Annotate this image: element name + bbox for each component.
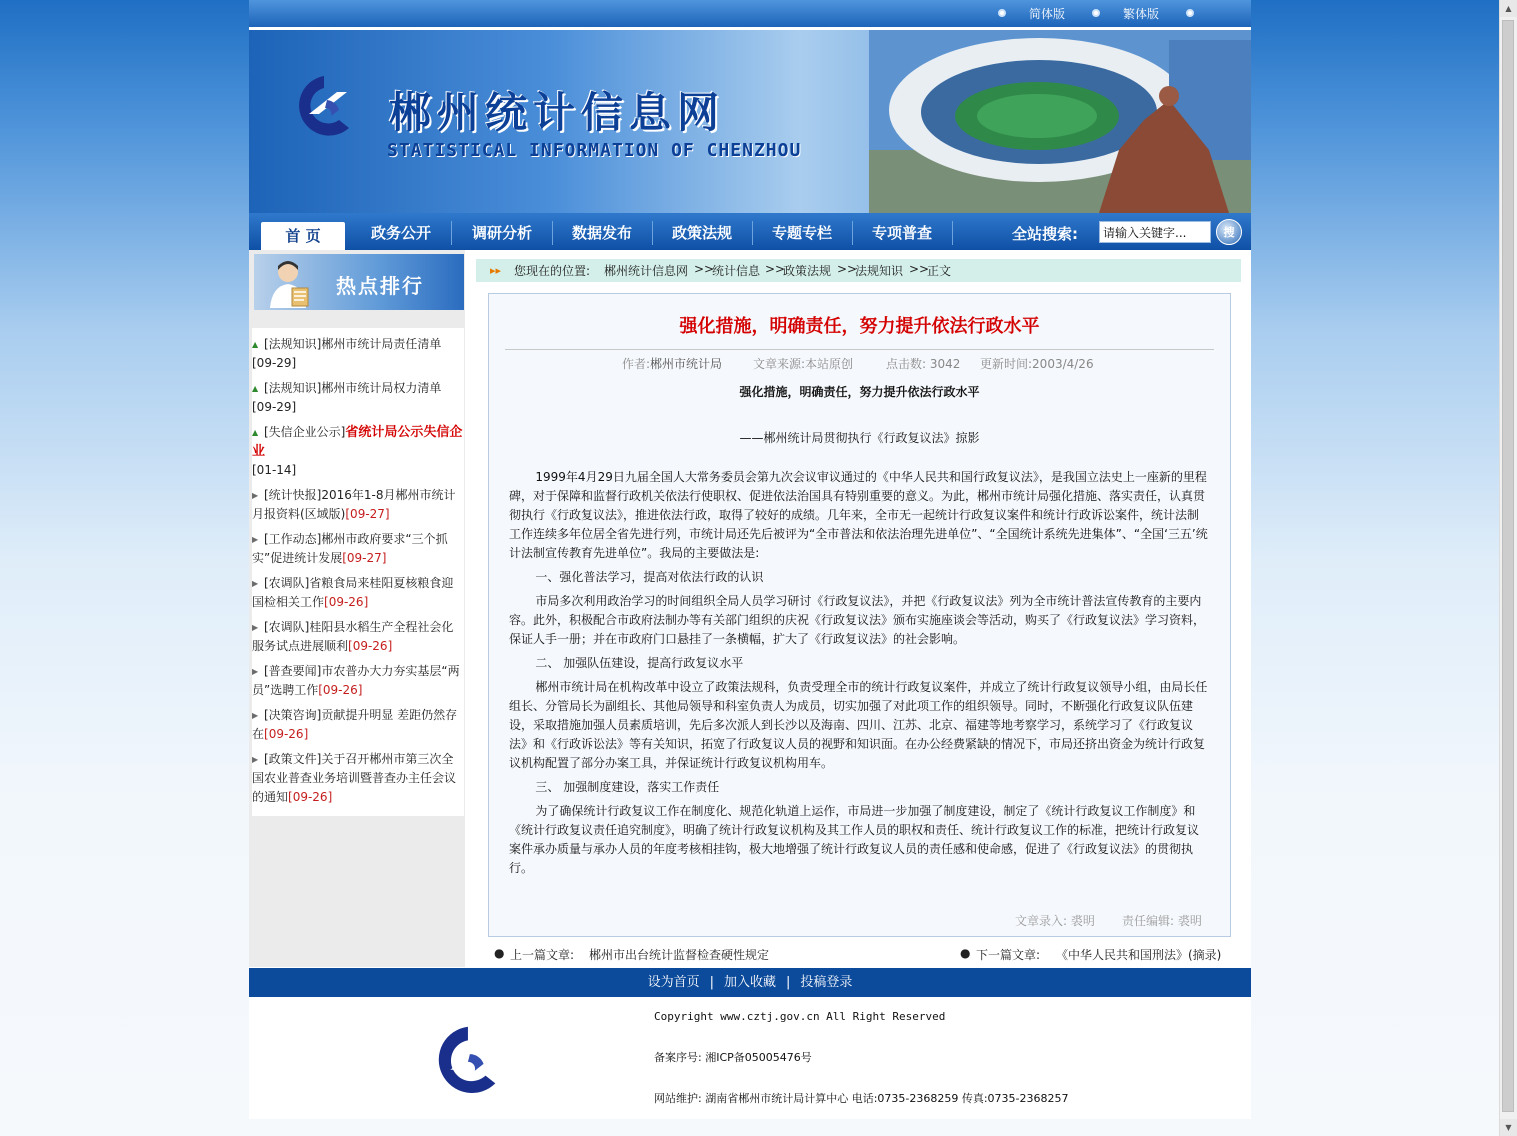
hot-item-title[interactable]: [政策文件]关于召开郴州市第三次全国农业普查业务培训暨普查办主任会议的通知 — [252, 752, 457, 804]
site-subtitle: STATISTICAL INFORMATION OF CHENZHOU — [387, 140, 802, 161]
breadcrumb-separator: >> — [837, 262, 858, 276]
hot-item-date: [09-26] — [318, 683, 363, 697]
hot-item-date: [09-27] — [345, 507, 390, 521]
hot-item-date: [09-29] — [252, 356, 297, 370]
breadcrumb — [476, 259, 1241, 282]
bullet-icon — [1092, 9, 1100, 17]
tab-policies-regulations[interactable]: 政策法规 — [671, 224, 732, 242]
hot-list-item[interactable] — [252, 420, 464, 483]
article-body — [509, 468, 1209, 883]
article-paragraph: 三、 加强制度建设，落实工作责任 — [535, 780, 720, 794]
main-navigation — [249, 213, 1251, 250]
article-entered-by: 文章录入: 裘明 — [1015, 914, 1095, 928]
hot-ranking-list — [252, 328, 464, 816]
hot-item-title[interactable]: [农调队]省粮食局来桂阳夏核粮食迎国检相关工作 — [252, 576, 454, 609]
triangle-right-icon: ▶ — [252, 623, 259, 632]
bullet-icon — [1186, 9, 1194, 17]
triangle-right-icon: ▶ — [252, 491, 259, 500]
hot-list-item[interactable] — [252, 332, 464, 376]
tab-special-census[interactable]: 专项普查 — [871, 224, 932, 242]
hot-item-highlight[interactable]: 省统计局公示失信企业 — [252, 425, 463, 459]
footer-copyright: Copyright www.cztj.gov.cn All Right Reserved — [654, 1010, 946, 1023]
tab-data-release[interactable]: 数据发布 — [571, 224, 632, 242]
tab-research-analysis[interactable]: 调研分析 — [471, 224, 532, 242]
scroll-up-arrow-icon[interactable]: ▲ — [1500, 0, 1517, 17]
prev-article-link[interactable]: 郴州市出台统计监督检查硬性规定 — [589, 948, 770, 962]
hot-list-item[interactable] — [252, 527, 464, 571]
bullet-icon — [998, 9, 1006, 17]
breadcrumb-current: 正文 — [927, 264, 952, 278]
article-paragraph: 1999年4月29日九届全国人大常务委员会第九次会议审议通过的《中华人民共和国行政复议法》，是我国立法史上一座新的里程碑，对于保障和监督行政机关依法行使职权、促进依法治国具有特别重要的意义。为此，郴州市统计局强化措施、落实责任，认真贯彻执行《行政复议法》，推进依法行政，取得了较好的成绩。几年来，全市无一起统计行政复议案件和统计行政诉讼案件，统计法制工作连续多年位居全省先进行列，市统计局还先后被评为“全市普法和依法治理先进单位”、“全国统计系统先进集体”、“全国‘三五’统计法制宣传教育先进单位”。我局的主要做法是: — [509, 470, 1208, 560]
nav-divider — [952, 221, 953, 245]
hot-item-title[interactable]: [失信企业公示] — [264, 425, 346, 439]
breadcrumb-separator: >> — [909, 262, 930, 276]
submission-login-link[interactable]: 投稿登录 — [800, 975, 853, 990]
footer-separator: | — [709, 975, 714, 990]
triangle-right-icon: ▶ — [252, 755, 259, 764]
article-author: 作者:郴州市统计局 — [622, 357, 723, 371]
simplified-chinese-link[interactable]: 简体版 — [1029, 7, 1066, 21]
breadcrumb-link-home[interactable]: 郴州统计信息网 — [604, 264, 689, 278]
tab-special-topics[interactable]: 专题专栏 — [771, 224, 832, 242]
hot-item-title[interactable]: [工作动态]郴州市政府要求“三个抓实”促进统计发展 — [252, 532, 448, 565]
footer-icp: 备案序号: 湘ICP备05005476号 — [654, 1051, 812, 1064]
hot-item-date: [09-26] — [348, 639, 393, 653]
hot-item-title[interactable]: [法规知识]郴州市统计局权力清单 — [264, 381, 442, 395]
article-panel — [488, 293, 1231, 937]
person-icon — [266, 258, 314, 308]
triangle-right-icon: ▶ — [252, 535, 259, 544]
hot-item-title[interactable]: [统计快报]2016年1-8月郴州市统计月报资料(区域版) — [252, 488, 456, 521]
triangle-up-icon: ▲ — [252, 384, 259, 393]
scrollbar-thumb[interactable] — [1502, 20, 1514, 1112]
next-article-link[interactable]: 《中华人民共和国刑法》(摘录) — [1056, 948, 1222, 962]
search-input[interactable] — [1099, 221, 1211, 243]
article-paragraph: 二、 加强队伍建设，提高行政复议水平 — [535, 656, 744, 670]
hot-item-date: [01-14] — [252, 463, 297, 477]
hot-list-item[interactable] — [252, 615, 464, 659]
vertical-scrollbar[interactable] — [1499, 0, 1517, 1136]
article-subheading: ——郴州统计局贯彻执行《行政复议法》掠影 — [739, 431, 980, 445]
breadcrumb-separator: >> — [694, 262, 715, 276]
article-title: 强化措施，明确责任，努力提升依法行政水平 — [679, 316, 1040, 337]
site-banner — [249, 30, 1251, 213]
triangle-up-icon: ▲ — [252, 428, 259, 437]
article-source: 文章来源:本站原创 — [753, 357, 854, 371]
add-favorite-link[interactable]: 加入收藏 — [723, 975, 776, 990]
hot-ranking-header — [254, 254, 464, 310]
bullet-icon: ● — [960, 946, 971, 960]
breadcrumb-link-stats-info[interactable]: 统计信息 — [712, 264, 761, 278]
hot-item-title[interactable]: [决策咨询]贡献提升明显 差距仍然存在 — [252, 708, 458, 741]
article-clicks: 点击数: 3042 — [886, 357, 961, 371]
breadcrumb-link-policies[interactable]: 政策法规 — [783, 264, 832, 278]
scroll-down-arrow-icon[interactable]: ▼ — [1500, 1119, 1517, 1136]
top-bar — [249, 0, 1251, 27]
bullet-icon: ● — [494, 946, 505, 960]
hot-list-item[interactable] — [252, 376, 464, 420]
prev-article-label: 上一篇文章: — [510, 948, 575, 962]
hot-list-item[interactable] — [252, 659, 464, 703]
hot-item-date: [09-26] — [288, 790, 333, 804]
footer-maintainer: 网站维护: 湖南省郴州市统计局计算中心 电话:0735-2368259 传真:0735-2368257 — [654, 1092, 1069, 1105]
article-paragraph: 一、强化普法学习，提高对依法行政的认识 — [535, 570, 764, 584]
double-chevron-icon: ▸▸ — [490, 264, 502, 277]
breadcrumb-separator: >> — [765, 262, 786, 276]
triangle-right-icon: ▶ — [252, 579, 259, 588]
site-search-label: 全站搜索: — [1012, 225, 1078, 243]
site-title: 郴州统计信息网 — [389, 88, 726, 137]
traditional-chinese-link[interactable]: 繁体版 — [1123, 7, 1160, 21]
hot-list-item[interactable] — [252, 747, 464, 810]
footer-links-bar — [249, 968, 1251, 997]
triangle-right-icon: ▶ — [252, 667, 259, 676]
hot-item-date: [09-26] — [264, 727, 309, 741]
article-paragraph: 为了确保统计行政复议工作在制度化、规范化轨道上运作，市局进一步加强了制度建设，制定了《统计行政复议工作制度》和《统计行政复议责任追究制度》，明确了统计行政复议机构及其工作人员的职权和责任、统计行政复议工作的标准，把统计行政复议案件承办质量与承办人员的年度考核相挂钩，极大地增强了统计行政复议人员的责任感和使命感，促进了《行政复议法》的贯彻执行。 — [509, 804, 1200, 875]
hot-list-item[interactable] — [252, 483, 464, 527]
footer-separator: | — [786, 975, 791, 990]
stadium-photo — [869, 30, 1251, 213]
breadcrumb-link-legal-knowledge[interactable]: 法规知识 — [855, 264, 904, 278]
article-paragraph: 郴州市统计局在机构改革中设立了政策法规科，负责受理全市的统计行政复议案件，并成立了统计行政复议领导小组，由局长任组长、分管局长为副组长、其他局领导和科室负责人为成员，切实加强了对此项工作的组织领导。同时，不断强化行政复议队伍建设，采取措施加强人员素质培训，先后多次派人到长沙以及海南、四川、江苏、北京、福建等地考察学习，系统学习了《行政复议法》和《行政诉讼法》等有关知识，拓宽了行政复议人员的视野和知识面。在办公经费紧缺的情况下，市局还挤出资金为统计行政复议机构配置了部分办案工具，并保证统计行政复议机构用车。 — [509, 680, 1208, 770]
hot-item-date: [09-27] — [342, 551, 387, 565]
next-article-label: 下一篇文章: — [976, 948, 1041, 962]
footer-logo-icon — [421, 1018, 509, 1098]
article-navigation — [494, 946, 1234, 964]
site-logo-icon — [279, 70, 369, 140]
article-updated: 更新时间:2003/4/26 — [980, 357, 1094, 371]
hot-item-title[interactable]: [普查要闻]市农普办大力夯实基层“两员”选聘工作 — [252, 664, 460, 697]
triangle-up-icon: ▲ — [252, 340, 259, 349]
article-editor: 责任编辑: 裘明 — [1122, 914, 1202, 928]
tab-home[interactable]: 首 页 — [261, 222, 345, 250]
sidebar — [249, 250, 465, 967]
hot-ranking-title: 热点排行 — [336, 274, 424, 298]
hot-item-title[interactable]: [法规知识]郴州市统计局责任清单 — [264, 337, 442, 351]
search-button[interactable]: 搜 — [1216, 219, 1242, 245]
triangle-right-icon: ▶ — [252, 711, 259, 720]
hot-item-date: [09-29] — [252, 400, 297, 414]
breadcrumb-prefix: 您现在的位置: — [514, 264, 591, 278]
article-subtitle: 强化措施，明确责任，努力提升依法行政水平 — [739, 385, 980, 399]
set-homepage-link[interactable]: 设为首页 — [647, 975, 700, 990]
hot-item-title[interactable]: [农调队]桂阳县水稻生产全程社会化服务试点进展顺利 — [252, 620, 454, 653]
page-container — [249, 0, 1251, 1119]
hot-item-date: [09-26] — [324, 595, 369, 609]
title-divider — [505, 349, 1214, 350]
article-paragraph: 市局多次利用政治学习的时间组织全局人员学习研讨《行政复议法》，并把《行政复议法》列为全市统计普法宣传教育的主要内容。此外，积极配合市政府法制办等有关部门组织的庆祝《行政复议法》颁布实施座谈会等活动，购买了《行政复议法》学习资料，保证人手一册；并在市政府门口悬挂了一条横幅，扩大了《行政复议法》的社会影响。 — [509, 594, 1206, 646]
hot-list-item[interactable] — [252, 703, 464, 747]
hot-list-item[interactable] — [252, 571, 464, 615]
tab-government-affairs[interactable]: 政务公开 — [370, 224, 431, 242]
